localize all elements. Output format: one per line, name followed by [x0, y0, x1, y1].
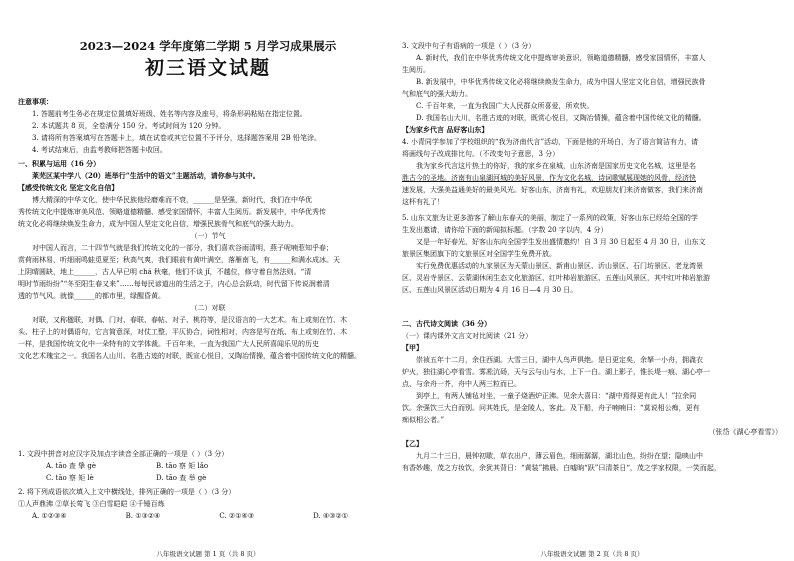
option-line: 气和底气的强大助力。 — [402, 90, 472, 98]
news-line: 又是一年好春光，好客山东向全国学生发出盛情邀约！自 3 月 30 日起至 4 月 30 日，山东文 — [416, 238, 706, 246]
question-text: 将画线句子改成排比句。（不改变句子意思，3 分） — [402, 150, 560, 158]
classical-line: 点、与余舟一芥，舟中人两三粒而已。 — [402, 380, 521, 388]
question-text: 生发出邀请，请你给下面的新闻拟标题。（字数 20 字以内，4 分） — [402, 226, 608, 234]
option-line: B. 新发展中，中华优秀传统文化必将继续焕发生命力，成为中国人坚定文化自信，增强民族骨 — [416, 78, 706, 86]
question-text: 1. 文段中拼音对应汉字及加点字读音全部正确的一项是（ ）（3 分） — [18, 450, 229, 458]
right-page — [402, 0, 782, 561]
exam-header: 2023—2024 学年度第二学期 5 月学习成果展示 — [79, 39, 337, 53]
question-text: 5. 山东文旅为让更多游客了解山东春天的美丽，制定了一系列的政策，好客山东已经给全国的学 — [402, 214, 698, 222]
left-page — [18, 0, 398, 561]
para-line: 明时节雨纷纷”“冬至阳生春又来”……每每民谚道出的生活之于，内心总会跃动，时代留下传说润着清 — [18, 280, 330, 288]
promo-title: 【为家乡代言 品好客山东】 — [402, 125, 489, 134]
notes-title: 注意事项： — [18, 97, 53, 106]
option-a: A. ①②③④ — [32, 512, 67, 520]
option-b: B. tāo 察 矩 lǎo — [156, 462, 209, 470]
para-line: 博大精深的中华文化，使中华民族他经磨难而不衰，______是坚强，新时代，我们在中华优 — [32, 196, 312, 204]
idiom-list: ①人声鼎沸 ②草长莺飞 ③白雪皑皑 ④千锤百炼 — [18, 500, 165, 508]
para-line: 文化艺术瑰宝之一。我国名人山川、名胜古迹的对联，既宣心悦目，又陶冶情操，蕴含着中国传统文化的精髓。 — [18, 352, 361, 360]
para-line: 赏荷雨林易，听细雨鸣蛙觅夏至；秋高气爽，我们眼前有黄叶满空，落雁南飞，有______和满水成冰。天 — [18, 256, 340, 264]
promo-heading — [402, 124, 782, 136]
passage-line: 这杯有礼了！ — [402, 198, 444, 206]
classical-line: 崇祯五年十二月，余住西湖。大雪三日，湖中人鸟声俱绝。是日更定矣，余拏一小舟，拥毳衣 — [416, 356, 703, 364]
news-line: 旅景区集团旗下的文旅景区对全国学生免费开放。 — [402, 250, 556, 258]
section-one — [18, 158, 398, 362]
para-line: 上阴晴圆缺，地上______，古人早已明 chá 秋毫，他们不谈 jǐ，不越位，修守着自然法则。“清 — [18, 268, 312, 276]
option-d: D. ④③②① — [313, 512, 348, 520]
option-line: 生阅历。 — [402, 66, 430, 74]
option-line: C. 千百年来，一直为我国广大人民群众所喜爱，所欢快。 — [416, 102, 594, 110]
subheading-jieqi: （一）节气 — [190, 232, 226, 240]
option-c: C. ②①④③ — [219, 512, 255, 520]
news-line: 区、灵岩寺景区、云蒙湖休闲生态文化旅游区、红叶柿岩旅游区、五莲山风景区，其中红叶柿岩旅游 — [402, 274, 710, 282]
option-d: D. tāo 查 举 gè — [156, 474, 207, 482]
para-line: 统文化必将继续焕发生命力，成为中国人坚定文化自信，增强民族骨气和底气的强大助力。 — [18, 220, 298, 228]
activity-topic: 【感受传统文化 坚定文化自信】 — [18, 183, 119, 192]
subheading-duilian: （二）对联 — [190, 304, 226, 312]
question-text: 3. 文段中句子有语病的一项是（ ）（3 分） — [402, 42, 536, 50]
option-a: A. tāo 查 挚 gè — [46, 462, 97, 470]
classical-line: 有香妙趣，茂之方妆饮，余犹其背日：“黄装”拂晨、白嘘晌“跃”曰清茶日“，茂之学家权限，一笑而起， — [402, 464, 721, 472]
para-line: 一样，是我国传统文化中一朵特有的文学体裁。千百年来，一直为我国广大人民所喜闻乐见的历史 — [18, 340, 319, 348]
options-row — [18, 472, 398, 484]
para-line: 对联，又称楹联，对偶、门对、春联、春帖、对子、桃符等，是汉语言的一大艺术。布上或刻在竹、木 — [32, 316, 347, 324]
note-line: 1. 答题前考生务必在规定位置填好班级、姓名等内容及座号，将条形码粘贴在指定位置。 — [32, 110, 307, 118]
para-line: 透的节气风。就像______的都市里，绿醒昏黄。 — [18, 292, 165, 300]
note-line: 2. 本试题共 8 页，全卷满分 150 分。考试时间为 120 分钟。 — [32, 122, 226, 130]
para-line: 对中国人而言，二十四节气就是我们传统文化的一部分，我们喜欢谷雨清明，燕子呢喃惹知乎春； — [32, 244, 333, 252]
text-label-yi: 【乙】 — [402, 439, 423, 448]
question-1 — [18, 448, 398, 484]
section-heading: 二、古代诗文阅读（36 分） — [402, 319, 492, 328]
passage-line: 我为家乡代言这片热土的你好，我的家乡在泉城，山东济南是国家历史文化名城，这里是名 — [416, 162, 696, 170]
classical-line: 炉火，独往湖心亭看雪。雾凇沆砀，天与云与山与水，上下一白。湖上影子，惟长堤一痕、湖心亭一 — [402, 368, 710, 376]
news-line: 区、五莲山风景区活动日期为 4 月 16 日—4 月 30 日。 — [402, 286, 578, 294]
question-4 — [402, 136, 782, 208]
note-line: 3. 请将所有答案填写在答题卡上，填在试卷或其它位置不予评分，选择题答案用 2B 铅笔涂。 — [32, 134, 321, 142]
options-row — [18, 510, 348, 522]
notes-block — [18, 96, 398, 156]
sub-heading: （一）课内课外文言文对比阅读（21 分） — [402, 332, 533, 340]
section-heading: 一、积累与运用（16 分） — [18, 159, 101, 168]
underlined-line: 胜古今的圣地。济南有山泉湖河城的美好风景，作为文化名城，诗词歌赋展现她的风骨，经济快 — [402, 174, 696, 182]
para-line: 头、柱子上的对偶语句，它言简意深，对仗工整，平仄协合，词性相对，内容是写在纸、布上或刻在竹、木 — [18, 328, 347, 336]
option-b: B. ①③②④ — [125, 512, 161, 520]
activity-intro: 莱芜区某中学八（20）班举行“生活中的语文”主题活动，请你参与其中。 — [32, 171, 260, 180]
classical-line: 饮。余强饮三大白而别。问其姓氏，是金陵人，客此。及下船，舟子喃喃曰：“莫说相公痴，更有 — [402, 404, 700, 412]
question-5 — [402, 212, 782, 296]
source-citation: （张岱《湖心亭看雪》） — [708, 428, 782, 436]
page-footer: 八年级语文试题 第 1 页（共 8 页） — [156, 550, 260, 558]
para-line: 秀传统文化中提炼审美风范、领略道德精髓、感受家国情怀，丰富人生阅历。新发展中，中华优秀传 — [18, 208, 326, 216]
section-two — [402, 318, 782, 474]
passage-line: 速发展，大强美益通美好的最美风光。好客山东，济南有礼，欢迎朋友们来济南做客，我们来济南 — [402, 186, 703, 194]
classical-line: 到亭上，有两人铺毡对坐，一童子烧酒炉正沸。见余大喜曰：“湖中焉得更有此人！”拉余同 — [416, 392, 697, 400]
question-3 — [402, 40, 782, 124]
option-line: D. 我国名山大川，名胜古迹的对联，既赏心悦目，又陶冶情操，蕴含着中国传统文化的精髓。 — [416, 114, 706, 122]
exam-title: 初三语文试题 — [144, 57, 271, 79]
news-line: 实行免费优惠活动的九家景区为天蒙山景区、新甫山景区、沂山景区、石门坊景区、老龙湾景 — [416, 262, 703, 270]
question-text: 2. 将下列成语依次填入上文中横线处，排列正确的一项是（ ）（3 分） — [18, 488, 236, 496]
classical-line: 痴似相公者。” — [402, 416, 445, 424]
question-text: 4. 小青同学参加了学校组织的“我为济南代言”活动，下面是他的开场白，为了语言简洁有力，请 — [402, 138, 699, 146]
option-c: C. tāo 察 矩 lè — [46, 474, 94, 482]
text-label-jia: 【甲】 — [402, 343, 423, 352]
note-line: 4. 考试结束后，由监考教师把答题卡收回。 — [32, 146, 167, 154]
question-2 — [18, 486, 398, 522]
options-row — [18, 460, 398, 472]
classical-line: 九月二十三日，晨钟初歇，草衣出户，薄云眉色，细雨潺潺，湖北山色，纷纷在望；隐映山中 — [416, 452, 703, 460]
option-line: A. 新时代，我们在中华优秀传统文化中提炼审美意识，领略道德精髓，感受家国情怀，丰富人 — [416, 54, 706, 62]
page-footer: 八年级语文试题 第 2 页（共 8 页） — [540, 550, 644, 558]
